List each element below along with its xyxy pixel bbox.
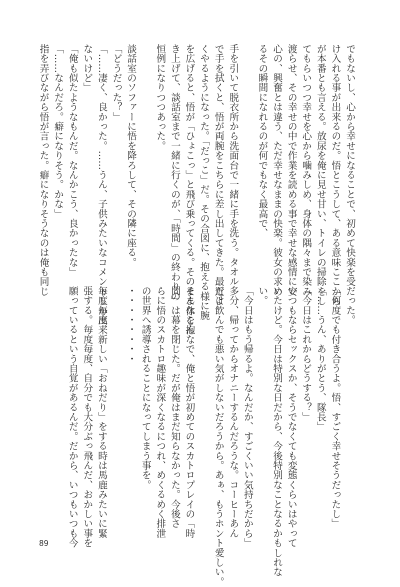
text-line: 「今日はこれからどうする？」 xyxy=(300,286,312,422)
text-line: き上げて、談話室まで一緒に行くのが、「時間」の終わりの xyxy=(168,44,180,302)
text-line: 「どうだった？」 xyxy=(110,44,122,122)
upper-text-block xyxy=(37,44,356,335)
text-line: てもらいつつ幸せを心から噛みしめ、身体の隅々まで染み xyxy=(300,44,312,297)
text-line: いつもならセックスか、そうでなくても変態くらいはやって xyxy=(285,286,297,548)
text-line: 「何度でも付き合うよ。悟、すごく幸せそうだったし」 xyxy=(329,286,341,529)
text-line: らに悟のスカトロ趣味が深くなるにつれ、めくるめく排泄 xyxy=(154,286,166,539)
text-line xyxy=(239,44,254,268)
text-line: 手を引いて脱衣所から洗面台で一緒に手を洗う。タオル xyxy=(227,44,239,287)
text-line: で手を拭くと、悟が両腕をこちらに差し出してきた。最近よ xyxy=(212,44,224,306)
text-line: 毎度毎度、新しい「おねだり」をする時は馬鹿みたいに緊 xyxy=(95,286,107,539)
text-line: そんなこんなで、俺と悟が初めてのスカトロプレイの「時 xyxy=(183,286,195,539)
text-line: が本番とも言える。放尿を俺に見せ甘い、トイレの掃除をし xyxy=(314,44,326,306)
text-line: るその瞬間になれるのが何でもなく最高で、 xyxy=(256,44,268,238)
text-line: 恒例になりつつあった。 xyxy=(154,44,166,151)
text-line: だけ飲んでも悪い気がしないだろうから。あぁ、もうホント愛しい。 xyxy=(212,286,224,587)
text-line: ・・・・・・・・ xyxy=(125,286,137,364)
text-line: 多分、帰ってからオナニーするんだろうな。コーヒーあん xyxy=(227,286,239,539)
text-line: でもないし、心から幸せになることで、初めて快楽を受 xyxy=(344,44,355,287)
text-line: 談話室のソファーに悟を降ろして、その隣に座る。 xyxy=(125,44,137,268)
text-line xyxy=(108,286,123,510)
text-line: 「今日はもう帰るよ。なんだか、すごくいい気持ちだから」 xyxy=(241,286,253,548)
text-line: くやるようになった。「だっこ」だ。その合図に、抱える様に腕 xyxy=(198,44,210,321)
text-line: 張する。毎度毎度、自分でも大分ぶっ飛んだ、おかしい事を xyxy=(81,286,93,548)
text-line xyxy=(137,44,152,268)
text-line: 願っているという自覚があるんだ。だから、いつもいつも今 xyxy=(66,286,78,548)
text-line: だった。 xyxy=(344,286,355,325)
text-line: いたけど。今日は特別な日だから、今後特別なことなるかもしれな xyxy=(271,286,283,577)
text-line: 渡らせ、その幸せの中で作業を読める事で幸せな感情に安 xyxy=(285,44,297,297)
page-number: 89 xyxy=(39,539,49,548)
text-line: 心の、興奮とは違う、ただ幸せなままの快楽。彼女の求め xyxy=(271,44,283,297)
text-line: を広げると、悟が「ひょこっ」と飛び乗ってくる。そのまま休を抱 xyxy=(183,44,195,335)
text-line xyxy=(195,286,210,510)
text-line: 指を弄びながら悟が言った。癖になりそうなのは俺も同じ xyxy=(37,44,49,297)
text-line: 「……なんだろ。癖になりそう。かな」 xyxy=(52,44,64,219)
text-line: 「……うん、ありがとう、隊長」 xyxy=(314,286,326,432)
text-line: い。 xyxy=(256,286,268,306)
text-line: 「……凄く、良かった。……うん、子供みたいなコメントしか出来 xyxy=(95,44,107,335)
text-line: 間」は幕を閉じた。だが俺はまだ知らなかった。今後さ xyxy=(168,286,180,529)
text-line: け入れる事が出来るのだ。悟とこうして、ある意味ここから xyxy=(329,44,341,306)
text-line: 「俺も似たようなもんだ。なんかこう、良かったな」 xyxy=(66,44,78,277)
text-line: ないけど」 xyxy=(81,44,93,93)
text-line: の世界へ誘導されることになってしまう事を。 xyxy=(139,286,151,490)
